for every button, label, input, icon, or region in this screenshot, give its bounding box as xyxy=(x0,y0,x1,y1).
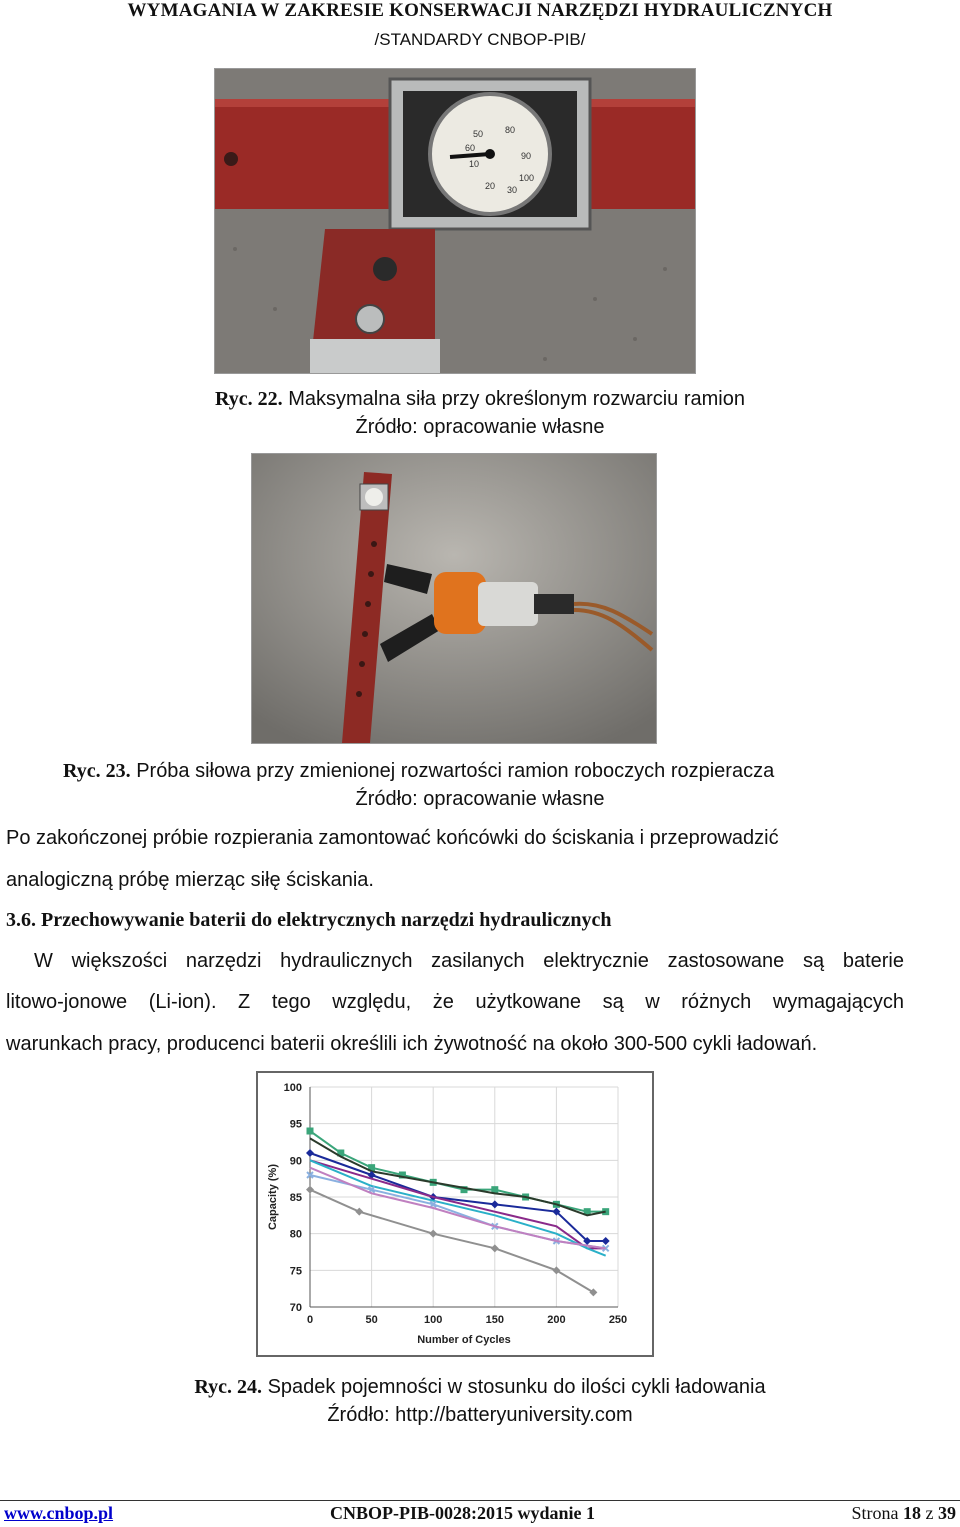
gauge-tick-label: 90 xyxy=(521,151,532,161)
data-point-marker xyxy=(306,1149,314,1157)
footer-website-link[interactable]: www.cnbop.pl xyxy=(4,1503,114,1523)
data-point-marker xyxy=(491,1200,499,1208)
figure-24-chart-frame xyxy=(256,1071,654,1357)
figure-24-caption xyxy=(0,1376,960,1399)
footer-divider xyxy=(0,1500,960,1501)
x-tick-label: 250 xyxy=(608,1314,628,1326)
y-tick-label: 90 xyxy=(289,1155,302,1168)
gauge-tick-label: 20 xyxy=(485,181,496,191)
data-point-marker xyxy=(306,1186,314,1194)
page-total: 39 xyxy=(938,1503,956,1523)
data-point-marker xyxy=(491,1244,499,1252)
y-tick-label: 100 xyxy=(283,1082,302,1094)
figure-22-source: Źródło: opracowanie własne xyxy=(355,416,605,438)
figure-24-source: Źródło: http://batteryuniversity.com xyxy=(327,1404,633,1426)
section-heading-3-6: 3.6. Przechowywanie baterii do elektrycznych narzędzi hydraulicznych xyxy=(6,909,612,931)
gauge-tick-label: 100 xyxy=(519,173,535,183)
gauge-tick-label: 80 xyxy=(505,125,516,135)
y-tick-label: 95 xyxy=(289,1118,302,1131)
figure-23-caption-text: Próba siłowa przy zmienionej rozwartości ramion roboczych rozpieracza xyxy=(136,760,775,782)
figure-22-caption xyxy=(0,388,960,411)
footer-document-code: CNBOP-PIB-0028:2015 wydanie 1 xyxy=(330,1503,595,1523)
capacity-chart xyxy=(258,1073,652,1355)
y-tick-label: 70 xyxy=(289,1302,302,1314)
figure-24-label: Ryc. 24. xyxy=(194,1376,262,1398)
x-tick-label: 100 xyxy=(424,1314,443,1326)
x-tick-label: 150 xyxy=(485,1314,504,1326)
x-tick-label: 50 xyxy=(365,1314,378,1326)
x-tick-label: 200 xyxy=(547,1314,566,1326)
gauge-photo-illustration xyxy=(215,69,695,373)
figure-23-source: Źródło: opracowanie własne xyxy=(355,788,605,810)
y-tick-label: 80 xyxy=(289,1228,302,1241)
gauge-tick-label: 50 xyxy=(473,129,484,139)
data-point-marker xyxy=(602,1237,610,1245)
paragraph-1-line-1: Po zakończonej próbie rozpierania zamontować końcówki do ściskania i przeprowadzić xyxy=(6,827,779,849)
figure-24-caption-text: Spadek pojemności w stosunku do ilości cykli ładowania xyxy=(267,1376,766,1398)
page-separator: z xyxy=(925,1503,934,1523)
y-axis-label: Capacity (%) xyxy=(267,1163,279,1231)
figure-22-photo xyxy=(214,68,696,374)
data-point-marker xyxy=(429,1230,437,1238)
x-axis-label: Number of Cycles xyxy=(417,1334,511,1346)
figure-22-caption-text: Maksymalna siła przy określonym rozwarciu ramion xyxy=(288,388,745,410)
y-tick-label: 75 xyxy=(289,1265,302,1278)
data-point-marker xyxy=(307,1128,314,1135)
paragraph-2-line-1: W większości narzędzi hydraulicznych zasilanych elektrycznie zastosowane są baterie xyxy=(34,950,904,972)
spreader-photo-illustration xyxy=(252,454,656,743)
paragraph-2-line-3: warunkach pracy, producenci baterii określili ich żywotność na około 300-500 cykli ładowań. xyxy=(6,1033,818,1055)
footer-page-number xyxy=(852,1503,957,1524)
figure-22-label: Ryc. 22. xyxy=(215,388,283,410)
data-point-marker xyxy=(355,1208,363,1216)
paragraph-1-line-2: analogiczną próbę mierząc siłę ściskania. xyxy=(6,869,374,891)
page-current: 18 xyxy=(903,1503,921,1523)
figure-23-label: Ryc. 23. xyxy=(63,760,131,782)
document-header-title: WYMAGANIA W ZAKRESIE KONSERWACJI NARZĘDZI HYDRAULICZNYCH xyxy=(127,0,833,21)
gauge-tick-label: 60 xyxy=(465,143,476,153)
page-prefix: Strona xyxy=(851,1503,899,1523)
paragraph-2-line-2: litowo-jonowe (Li-ion). Z tego względu, że użytkowane są w różnych wymagających xyxy=(6,991,904,1013)
gauge-tick-label: 10 xyxy=(469,159,480,169)
y-tick-label: 85 xyxy=(289,1192,302,1204)
figure-23-caption xyxy=(63,760,774,783)
document-header-subtitle: /STANDARDY CNBOP-PIB/ xyxy=(374,30,586,49)
figure-23-photo xyxy=(251,453,657,744)
x-tick-label: 0 xyxy=(306,1314,314,1326)
gauge-tick-label: 30 xyxy=(507,185,518,195)
